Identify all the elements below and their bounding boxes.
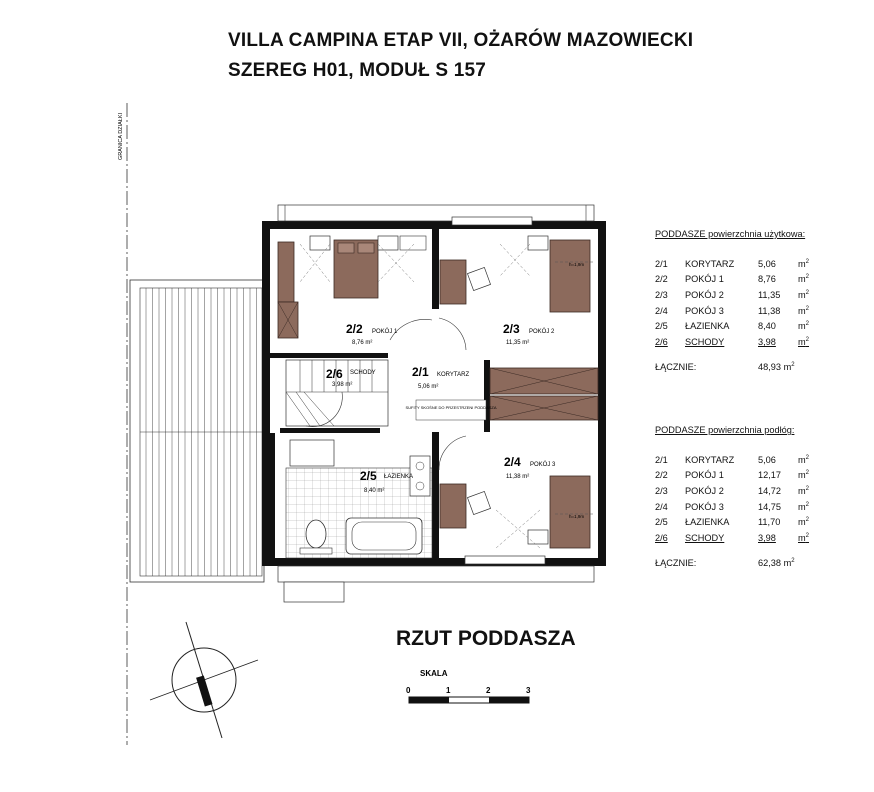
scale-tick: 1 bbox=[446, 686, 451, 695]
row-value: 3,98 bbox=[758, 336, 776, 347]
room-code-2-5: 2/5 bbox=[360, 469, 377, 483]
room-code-2-4: 2/4 bbox=[504, 455, 521, 469]
row-code: 2/5 bbox=[655, 517, 668, 528]
row-unit: $m^2$ bbox=[798, 517, 809, 528]
row-code: 2/2 bbox=[655, 274, 668, 285]
row-code: 2/3 bbox=[655, 289, 668, 300]
scale-tick: 3 bbox=[526, 686, 531, 695]
room-area-2-4: 11,38 m² bbox=[506, 474, 530, 480]
plan-title: RZUT PODDASZA bbox=[396, 627, 576, 650]
row-name: POKÓJ 2 bbox=[685, 289, 724, 300]
scale-bar bbox=[406, 669, 531, 703]
room-area-2-1: 5,06 m² bbox=[418, 384, 439, 390]
total-value: 62,38 bbox=[758, 557, 781, 568]
room-code-2-1: 2/1 bbox=[412, 365, 429, 379]
row-unit: $m^2$ bbox=[798, 289, 809, 301]
room-name-2-3: POKÓJ 2 bbox=[529, 329, 555, 335]
row-name: POKÓJ 1 bbox=[685, 470, 724, 481]
table-header: PODDASZE powierzchnia podłóg: bbox=[655, 425, 795, 435]
row-value: 5,06 bbox=[758, 454, 776, 465]
total-value: 48,93 bbox=[758, 361, 781, 372]
table-row bbox=[655, 272, 820, 288]
row-value: 14,72 bbox=[758, 485, 781, 496]
room-area-2-2: 8,76 m² bbox=[352, 340, 373, 346]
row-code: 2/4 bbox=[655, 305, 668, 316]
row-unit: $m^2$ bbox=[798, 321, 809, 332]
row-value: 11,35 bbox=[758, 289, 781, 300]
row-name: POKÓJ 3 bbox=[685, 305, 724, 316]
roof-beam bbox=[490, 368, 598, 420]
table-total: ŁĄCZNIE: 62,38 m 2 bbox=[655, 557, 795, 568]
table-row bbox=[655, 318, 820, 334]
table-row bbox=[655, 514, 820, 530]
height-mark: h=1,9m bbox=[569, 514, 585, 519]
row-unit: $m^2$ bbox=[798, 485, 809, 497]
table-row bbox=[655, 499, 820, 515]
project-title: VILLA CAMPINA ETAP VII, OŻARÓW MAZOWIECKI bbox=[228, 30, 694, 51]
room-name-2-1: KORYTARZ bbox=[437, 372, 470, 378]
row-code: 2/4 bbox=[655, 501, 668, 512]
room-area-2-5: 8,40 m² bbox=[364, 488, 385, 494]
row-value: 3,98 bbox=[758, 532, 776, 543]
bathroom-fixtures bbox=[286, 440, 432, 558]
total-label: ŁĄCZNIE: bbox=[655, 557, 697, 568]
row-code: 2/1 bbox=[655, 258, 668, 269]
table-row bbox=[655, 256, 820, 272]
row-unit: $m^2$ bbox=[798, 274, 809, 285]
table-header: PODDASZE powierzchnia użytkowa: bbox=[655, 229, 806, 239]
row-name: ŁAZIENKA bbox=[685, 321, 730, 332]
row-unit: $m^2$ bbox=[798, 532, 809, 543]
table-row bbox=[655, 452, 820, 468]
row-name: ŁAZIENKA bbox=[685, 517, 730, 528]
usable-area-table bbox=[655, 229, 820, 372]
row-name: SCHODY bbox=[685, 336, 725, 347]
row-name: POKÓJ 2 bbox=[685, 485, 724, 496]
row-value: 11,38 bbox=[758, 305, 781, 316]
row-code: 2/5 bbox=[655, 321, 668, 332]
room-name-2-4: POKÓJ 3 bbox=[530, 462, 556, 468]
scale-tick: 0 bbox=[406, 686, 411, 695]
north-arrow-icon bbox=[150, 622, 258, 738]
row-unit: $m^2$ bbox=[798, 258, 809, 269]
row-name: POKÓJ 1 bbox=[685, 274, 724, 285]
row-unit: $m^2$ bbox=[798, 305, 809, 316]
room-code-2-3: 2/3 bbox=[503, 322, 520, 336]
row-code: 2/1 bbox=[655, 454, 668, 465]
row-code: 2/6 bbox=[655, 532, 668, 543]
row-code: 2/6 bbox=[655, 336, 668, 347]
room-name-2-5: ŁAZIENKA bbox=[384, 474, 414, 480]
row-value: 11,70 bbox=[758, 517, 781, 528]
total-label: ŁĄCZNIE: bbox=[655, 361, 697, 372]
room-name-2-2: POKÓJ 1 bbox=[372, 329, 398, 335]
row-value: 8,40 bbox=[758, 321, 776, 332]
row-code: 2/2 bbox=[655, 470, 668, 481]
row-value: 12,17 bbox=[758, 470, 781, 481]
room-area-2-6: 3,98 m² bbox=[332, 382, 353, 388]
table-total: ŁĄCZNIE: 48,93 m 2 bbox=[655, 361, 795, 372]
row-unit: $m^2$ bbox=[798, 454, 809, 465]
boundary-label: GRANICA DZIAŁKI bbox=[118, 112, 124, 160]
row-code: 2/3 bbox=[655, 485, 668, 496]
row-unit: $m^2$ bbox=[798, 336, 809, 347]
terrace-deck bbox=[130, 280, 264, 582]
row-value: 8,76 bbox=[758, 274, 776, 285]
floor-area-table bbox=[655, 425, 820, 568]
scale-label: SKALA bbox=[420, 669, 448, 678]
table-row bbox=[655, 287, 820, 303]
row-name: KORYTARZ bbox=[685, 454, 735, 465]
height-mark: h=1,9m bbox=[569, 262, 585, 267]
table-row bbox=[655, 303, 820, 319]
room-code-2-2: 2/2 bbox=[346, 322, 363, 336]
row-unit: $m^2$ bbox=[798, 470, 809, 481]
row-name: SCHODY bbox=[685, 532, 725, 543]
table-row bbox=[655, 530, 820, 546]
room-area-2-3: 11,35 m² bbox=[506, 340, 530, 346]
table-row bbox=[655, 483, 820, 499]
scale-tick: 2 bbox=[486, 686, 491, 695]
project-subtitle: SZEREG H01, MODUŁ S 157 bbox=[228, 60, 487, 81]
row-value: 14,75 bbox=[758, 501, 781, 512]
row-unit: $m^2$ bbox=[798, 501, 809, 512]
room-name-2-6: SCHODY bbox=[350, 370, 376, 376]
row-name: POKÓJ 3 bbox=[685, 501, 724, 512]
row-value: 5,06 bbox=[758, 258, 776, 269]
bedroom-3-furniture bbox=[439, 436, 595, 548]
row-name: KORYTARZ bbox=[685, 258, 735, 269]
table-row bbox=[655, 334, 820, 350]
room-code-2-6: 2/6 bbox=[326, 367, 343, 381]
table-row bbox=[655, 468, 820, 484]
ceiling-note: SUFITY SKOŚNE DO PRZESTRZENI PODDASZA bbox=[405, 405, 497, 410]
